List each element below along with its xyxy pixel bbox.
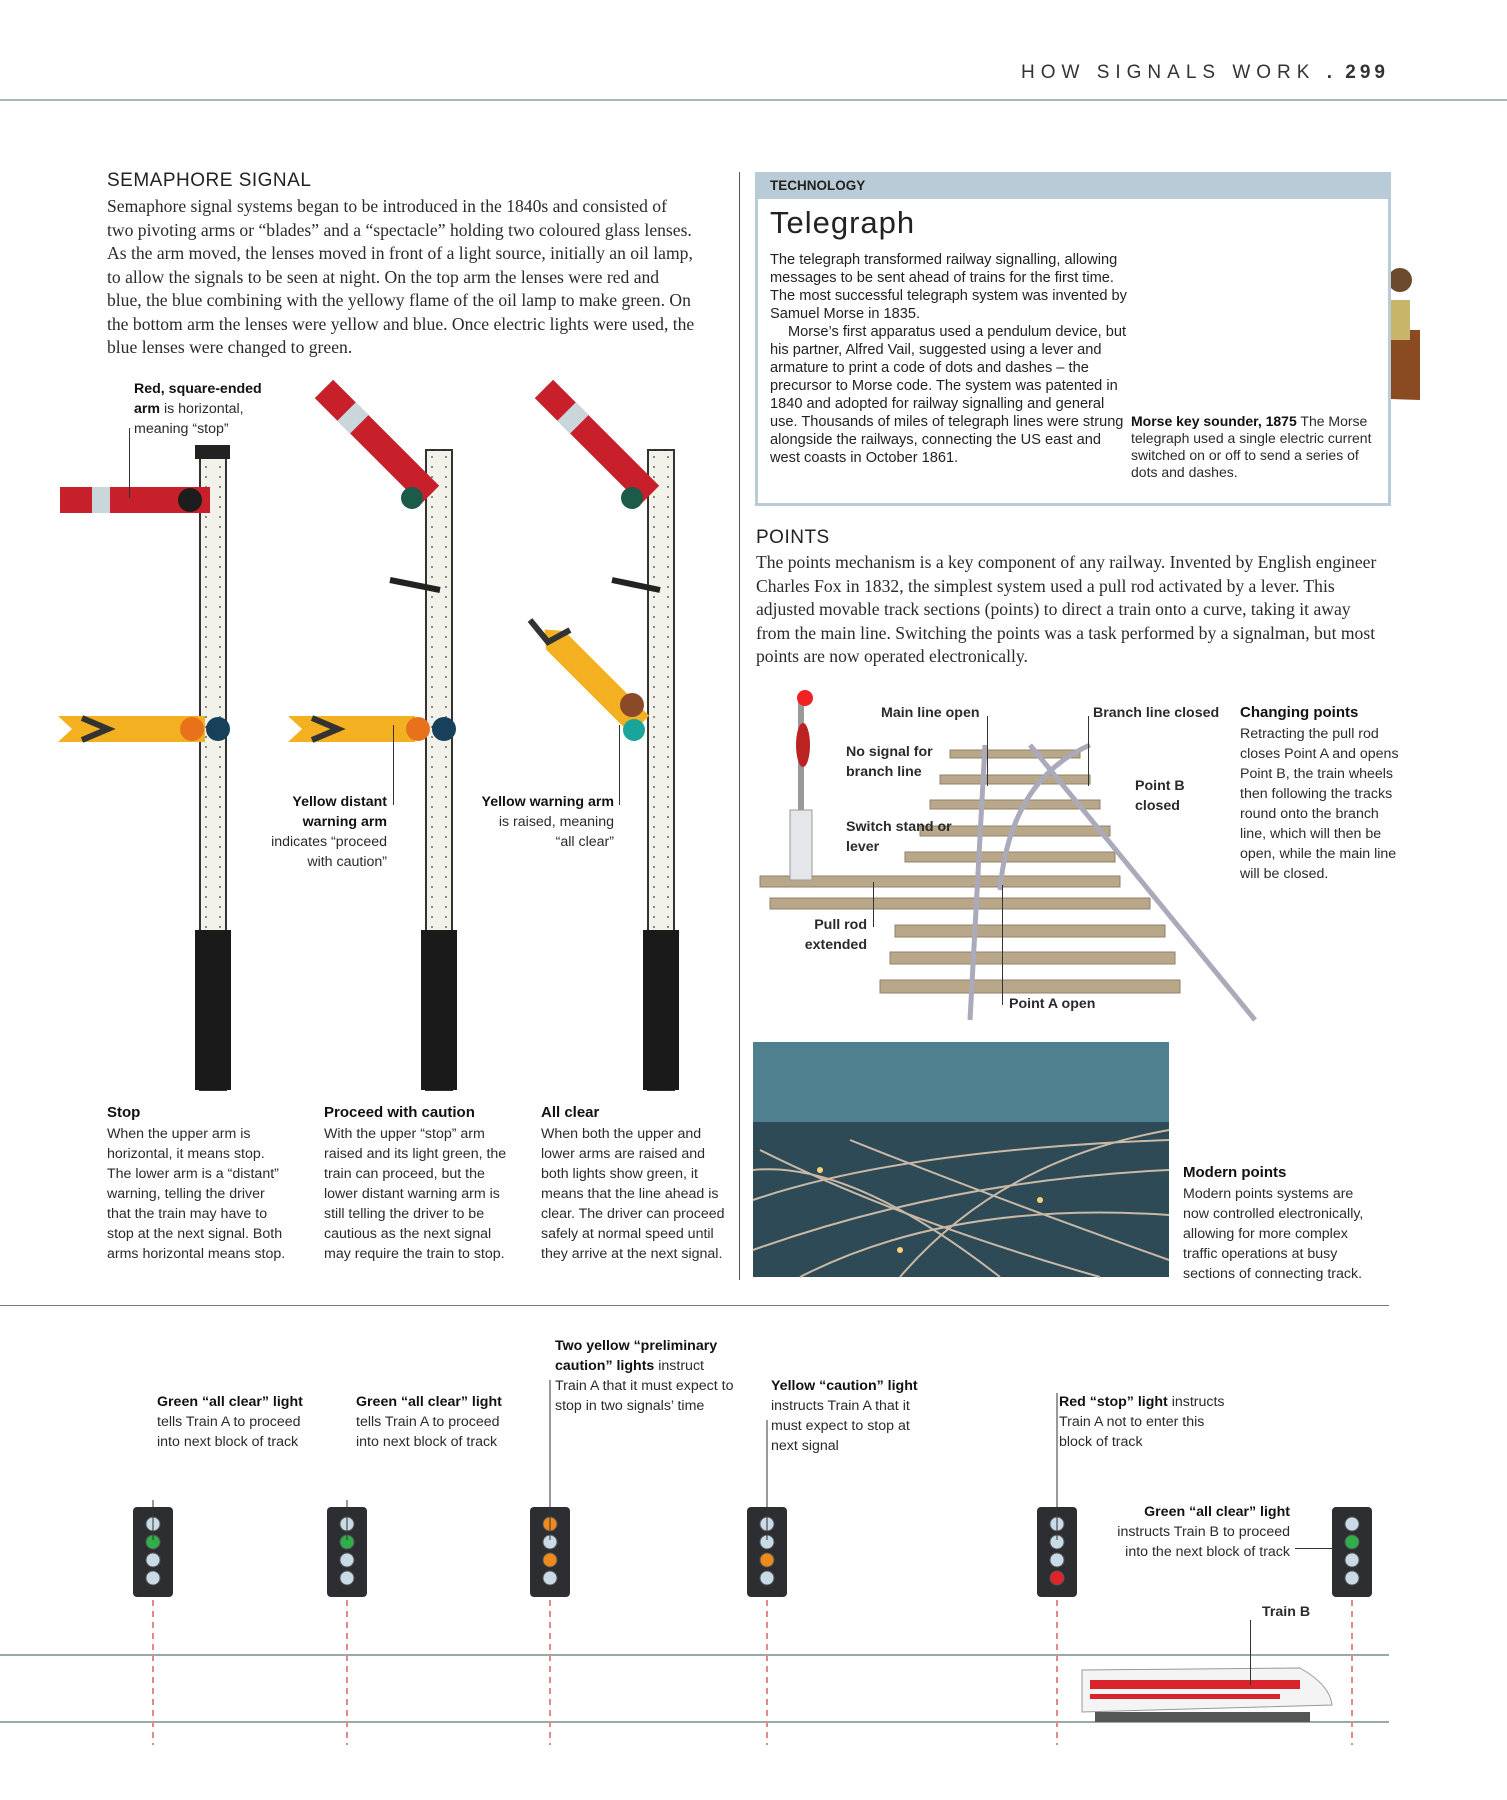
points-heading: POINTS	[756, 527, 830, 548]
off-lamp	[146, 1571, 160, 1585]
off-lamp	[340, 1571, 354, 1585]
semaphore-all-clear-illustration	[530, 380, 679, 1090]
yellow-warning-arm-label: Yellow warning arm is raised, meaning “all clear”	[481, 794, 614, 850]
points-track-diagram	[760, 690, 1255, 1020]
off-lamp	[1050, 1553, 1064, 1567]
green-lamp	[1345, 1535, 1359, 1549]
caption-stop: Stop When the upper arm is horizontal, it means stop. The lower arm is a “distant” warning, telling the driver that the train may have to stop at the next signal. Both arms horizontal means stop.	[107, 1104, 286, 1262]
semaphore-caution-illustration	[288, 380, 457, 1090]
column-divider	[739, 172, 740, 1280]
block-label-3: Two yellow “preliminary caution” lights instruct Train A that it must expect to stop in two signals’ time	[555, 1338, 734, 1414]
technology-band: TECHNOLOGY	[758, 175, 1388, 199]
page-number: 299	[1345, 62, 1389, 83]
label-switch-stand: Switch stand or lever	[846, 819, 952, 855]
section-rule	[0, 1305, 1389, 1306]
block-label-4: Yellow “caution” light instructs Train A that it must expect to stop at next signal	[771, 1378, 918, 1454]
block-label-1: Green “all clear” light tells Train A to proceed into next block of track	[157, 1394, 303, 1450]
off-lamp	[760, 1571, 774, 1585]
semaphore-stop-illustration	[58, 445, 231, 1090]
label-pull-rod: Pull rod extended	[804, 917, 867, 953]
points-body: The points mechanism is a key component of any railway. Invented by English engineer Charles Fox in 1832, the simplest system used a pull rod activated by a lever. This adjusted movable track sections (points) to direct a train onto a curve, taking it away from the main line. Switching the points was a task performed by a signalman, but most points are now operated electronically.	[756, 552, 1377, 666]
technology-box	[755, 172, 1391, 506]
off-lamp	[146, 1553, 160, 1567]
label-point-b: Point B closed	[1135, 778, 1185, 814]
block-label-2: Green “all clear” light tells Train A to proceed into next block of track	[356, 1394, 502, 1450]
off-lamp	[1345, 1571, 1359, 1585]
label-main-line-open: Main line open	[881, 705, 980, 721]
train-b-illustration	[1082, 1668, 1332, 1722]
red-arm-label: Red, square-ended arm is horizontal, meaning “stop”	[134, 381, 262, 437]
caption-all-clear: All clear When both the upper and lower arms are raised and both lights show green, it means that the line ahead is clear. The driver can proceed safely at normal speed until they arrive at the next signal.	[541, 1104, 725, 1262]
block-label-5: Red “stop” light instructs Train A not to enter this block of track	[1059, 1394, 1225, 1450]
red-lamp	[1050, 1571, 1064, 1585]
changing-points-caption: Changing points Retracting the pull rod closes Point A and opens Point B, the train wheels then following the tracks round onto the branch line, which will then be open, while the main line will be closed.	[1240, 704, 1399, 882]
label-branch-line-closed: Branch line closed	[1093, 705, 1220, 721]
section-title: HOW SIGNALS WORK	[1020, 62, 1316, 83]
label-point-a: Point A open	[1009, 996, 1096, 1012]
running-header: HOW SIGNALS WORK . 299	[1020, 62, 1389, 83]
telegraph-title: Telegraph	[770, 205, 916, 240]
morse-key-caption: Morse key sounder, 1875 The Morse telegraph used a single electric current switched on or off to send a series of dots and dashes.	[1131, 413, 1372, 480]
train-b-label: Train B	[1262, 1604, 1311, 1620]
modern-points-caption: Modern points Modern points systems are now controlled electronically, allowing for more complex traffic operations at busy sections of connecting track.	[1183, 1164, 1364, 1282]
off-lamp	[1345, 1553, 1359, 1567]
off-lamp	[543, 1571, 557, 1585]
label-no-signal: No signal for branch line	[846, 744, 933, 780]
caption-proceed-with-caution: Proceed with caution With the upper “stop” arm raised and its light green, the train can proceed, but the lower distant warning arm is still telling the driver to be cautious as the next signal may require the train to stop.	[324, 1104, 507, 1262]
modern-points-photo	[753, 1042, 1169, 1277]
semaphore-body: Semaphore signal systems began to be introduced in the 1840s and consisted of two pivoting arms or “blades” and a “spectacle” holding two coloured glass lenses. As the arm moved, the lenses moved in front of a light source, initially an oil lamp, to allow the signals to be seen at night. On the top arm the lenses were red and blue, the blue combining with the yellowy flame of the oil lamp to make green. On the bottom arm the lenses were yellow and blue. Once electric lights were used, the blue lenses were changed to green.	[107, 196, 695, 357]
yellow-lamp	[543, 1553, 557, 1567]
yellow-lamp	[760, 1553, 774, 1567]
block-label-6: Green “all clear” light instructs Train B to proceed into the next block of track	[1117, 1504, 1290, 1560]
semaphore-heading: SEMAPHORE SIGNAL	[107, 170, 312, 191]
yellow-distant-arm-label: Yellow distant warning arm indicates “proceed with caution”	[271, 794, 387, 870]
off-lamp	[1345, 1517, 1359, 1531]
off-lamp	[340, 1553, 354, 1567]
telegraph-text: The telegraph transformed railway signalling, allowing messages to be sent ahead of trains for the first time. The most successful telegraph system was invented by Samuel Morse in 1835. Morse’s first apparatus used a pendulum device, but his partner, Alfred Vail, suggested using a lever and armature to print a code of dots and dashes – the precursor to Morse code. The system was patented in 1840 and adopted for railway signalling and general use. Thousands of miles of telegraph lines were strung alongside the railways, connecting the US east and west coasts in October 1861.	[770, 252, 1127, 466]
